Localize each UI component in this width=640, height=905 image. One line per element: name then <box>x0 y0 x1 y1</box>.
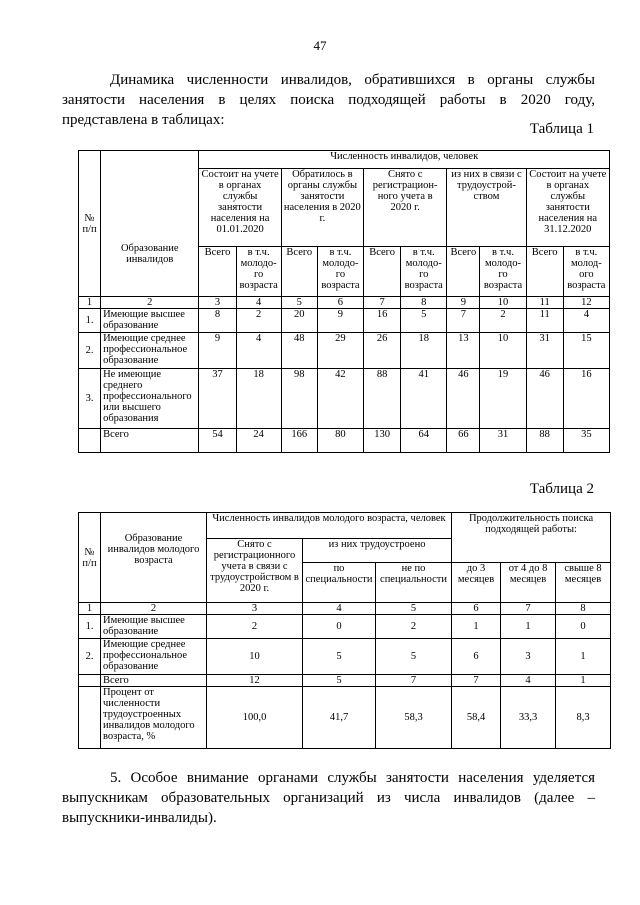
cell: 18 <box>236 369 281 429</box>
cell: 100,0 <box>207 687 303 749</box>
row-no: 1. <box>79 309 101 333</box>
table2-caption: Таблица 2 <box>529 481 594 497</box>
cell: 33,3 <box>501 687 556 749</box>
col-not-by-specialty: не по специальности <box>376 563 452 603</box>
table-row <box>79 615 611 639</box>
cell: 3 <box>501 639 556 675</box>
cell: 98 <box>281 369 317 429</box>
col-duration-1: до 3 месяцев <box>452 563 501 603</box>
table-row-percent <box>79 687 611 749</box>
group-employed: из них в связи с трудоустрой-ством <box>447 169 526 247</box>
cell: 7 <box>452 675 501 687</box>
cell: 1 <box>501 615 556 639</box>
colnum: 8 <box>556 603 611 615</box>
outro-paragraph <box>62 768 595 828</box>
cell: 26 <box>364 333 401 369</box>
intro-line: занятости населения в целях поиска подходящей работы в 2020 году, <box>62 92 595 108</box>
cell: 24 <box>236 429 281 453</box>
table1-caption: Таблица 1 <box>529 121 594 137</box>
table-row-total <box>79 675 611 687</box>
table-row-total <box>79 429 610 453</box>
col-duration-3: свыше 8 месяцев <box>556 563 611 603</box>
table-row <box>79 309 610 333</box>
cell: 4 <box>563 309 609 333</box>
cell: 46 <box>526 369 563 429</box>
cell: 1 <box>452 615 501 639</box>
table-row <box>79 333 610 369</box>
cell: 19 <box>480 369 526 429</box>
col-header-no: № п/п <box>79 151 101 297</box>
colnum: 5 <box>376 603 452 615</box>
sub-total: Всего <box>526 247 563 297</box>
group-employed: из них трудоустроено <box>303 539 452 563</box>
cell: 42 <box>317 369 363 429</box>
row-no: 1. <box>79 615 101 639</box>
cell: 31 <box>480 429 526 453</box>
row-label: Не имеющие среднего профессионального или высшего образования <box>101 369 199 429</box>
sub-total: Всего <box>364 247 401 297</box>
row-no <box>79 675 101 687</box>
cell: 5 <box>303 675 376 687</box>
cell: 66 <box>447 429 480 453</box>
cell: 58,4 <box>452 687 501 749</box>
intro-paragraph <box>62 70 595 130</box>
cell: 10 <box>480 333 526 369</box>
table-row <box>79 369 610 429</box>
page-number: 47 <box>313 38 327 53</box>
cell: 1 <box>556 639 611 675</box>
cell: 88 <box>526 429 563 453</box>
intro-line: Динамика численности инвалидов, обратившихся в органы службы <box>110 72 595 88</box>
cell: 4 <box>236 333 281 369</box>
cell: 88 <box>364 369 401 429</box>
cell: 9 <box>317 309 363 333</box>
colnum: 3 <box>199 297 236 309</box>
colnum: 6 <box>452 603 501 615</box>
colnum: 6 <box>317 297 363 309</box>
cell: 13 <box>447 333 480 369</box>
colnum: 10 <box>480 297 526 309</box>
group-duration: Продолжительность поиска подходящей работы: <box>452 513 611 563</box>
cell: 41,7 <box>303 687 376 749</box>
row-no: 2. <box>79 639 101 675</box>
sub-total: Всего <box>447 247 480 297</box>
cell: 29 <box>317 333 363 369</box>
sub-young: в т.ч. молодо-го возраста <box>236 247 281 297</box>
cell: 5 <box>401 309 447 333</box>
group-registered-start: Состоит на учете в органах службы занятости населения на 01.01.2020 <box>199 169 281 247</box>
colnum: 11 <box>526 297 563 309</box>
cell: 35 <box>563 429 609 453</box>
cell: 5 <box>303 639 376 675</box>
cell: 9 <box>199 333 236 369</box>
col-removed: Снято с регистрационного учета в связи с трудоустройством в 2020 г. <box>207 539 303 603</box>
cell: 15 <box>563 333 609 369</box>
col-header-education: Образование инвалидов молодого возраста <box>101 513 207 603</box>
colnum: 4 <box>303 603 376 615</box>
cell: 54 <box>199 429 236 453</box>
table-row <box>79 639 611 675</box>
sub-young: в т.ч. молод-ого возраста <box>563 247 609 297</box>
cell: 2 <box>207 615 303 639</box>
group-applied: Обратилось в органы службы занятости населения в 2020 г. <box>281 169 363 247</box>
cell: 41 <box>401 369 447 429</box>
colnum: 7 <box>501 603 556 615</box>
cell: 64 <box>401 429 447 453</box>
colnum: 2 <box>101 297 199 309</box>
row-no <box>79 429 101 453</box>
colnum: 4 <box>236 297 281 309</box>
intro-line: представлена в таблицах: <box>62 112 225 128</box>
outro-line: 5. Особое внимание органами службы занятости населения уделяется <box>110 770 595 786</box>
table2 <box>78 512 611 749</box>
cell: 8 <box>199 309 236 333</box>
cell: 58,3 <box>376 687 452 749</box>
cell: 2 <box>376 615 452 639</box>
cell: 7 <box>376 675 452 687</box>
cell: 6 <box>452 639 501 675</box>
cell: 8,3 <box>556 687 611 749</box>
row-label: Имеющие среднее профессиональное образование <box>101 639 207 675</box>
row-label: Всего <box>101 429 199 453</box>
cell: 5 <box>376 639 452 675</box>
row-no <box>79 687 101 749</box>
cell: 80 <box>317 429 363 453</box>
colnum: 9 <box>447 297 480 309</box>
colnum: 8 <box>401 297 447 309</box>
cell: 16 <box>563 369 609 429</box>
cell: 130 <box>364 429 401 453</box>
cell: 1 <box>556 675 611 687</box>
colnum: 1 <box>79 297 101 309</box>
row-no: 2. <box>79 333 101 369</box>
outro-line: выпускникам образовательных организаций из числа инвалидов (далее – <box>62 790 595 806</box>
cell: 20 <box>281 309 317 333</box>
row-label: Имеющие среднее профессиональное образование <box>101 333 199 369</box>
cell: 37 <box>199 369 236 429</box>
row-no: 3. <box>79 369 101 429</box>
cell: 4 <box>501 675 556 687</box>
cell: 2 <box>236 309 281 333</box>
row-label: Процент от численности трудоустроенных инвалидов молодого возраста, % <box>101 687 207 749</box>
cell: 48 <box>281 333 317 369</box>
sub-young: в т.ч. молодо-го возраста <box>480 247 526 297</box>
col-header-no: № п/п <box>79 513 101 603</box>
cell: 10 <box>207 639 303 675</box>
colnum: 1 <box>79 603 101 615</box>
col-by-specialty: по специальности <box>303 563 376 603</box>
cell: 2 <box>480 309 526 333</box>
group-registered-end: Состоит на учете в органах службы занятости населения на 31.12.2020 <box>526 169 609 247</box>
sub-young: в т.ч. молодо-го возраста <box>317 247 363 297</box>
cell: 7 <box>447 309 480 333</box>
group-removed: Снято с регистрацион-ного учета в 2020 г. <box>364 169 447 247</box>
colnum: 2 <box>101 603 207 615</box>
cell: 0 <box>556 615 611 639</box>
row-label: Имеющие высшее образование <box>101 309 199 333</box>
sub-young: в т.ч. молодо-го возраста <box>401 247 447 297</box>
cell: 11 <box>526 309 563 333</box>
col-header-education: Образование инвалидов <box>101 151 199 297</box>
sub-total: Всего <box>281 247 317 297</box>
cell: 18 <box>401 333 447 369</box>
group-header: Численность инвалидов, человек <box>199 151 610 169</box>
colnum: 7 <box>364 297 401 309</box>
row-label: Всего <box>101 675 207 687</box>
cell: 0 <box>303 615 376 639</box>
colnum: 3 <box>207 603 303 615</box>
cell: 46 <box>447 369 480 429</box>
outro-line: выпускники-инвалиды). <box>62 810 217 826</box>
cell: 16 <box>364 309 401 333</box>
cell: 166 <box>281 429 317 453</box>
cell: 31 <box>526 333 563 369</box>
row-label: Имеющие высшее образование <box>101 615 207 639</box>
cell: 12 <box>207 675 303 687</box>
colnum: 12 <box>563 297 609 309</box>
colnum: 5 <box>281 297 317 309</box>
group-header: Численность инвалидов молодого возраста, человек <box>207 513 452 539</box>
sub-total: Всего <box>199 247 236 297</box>
table1 <box>78 150 610 453</box>
col-duration-2: от 4 до 8 месяцев <box>501 563 556 603</box>
